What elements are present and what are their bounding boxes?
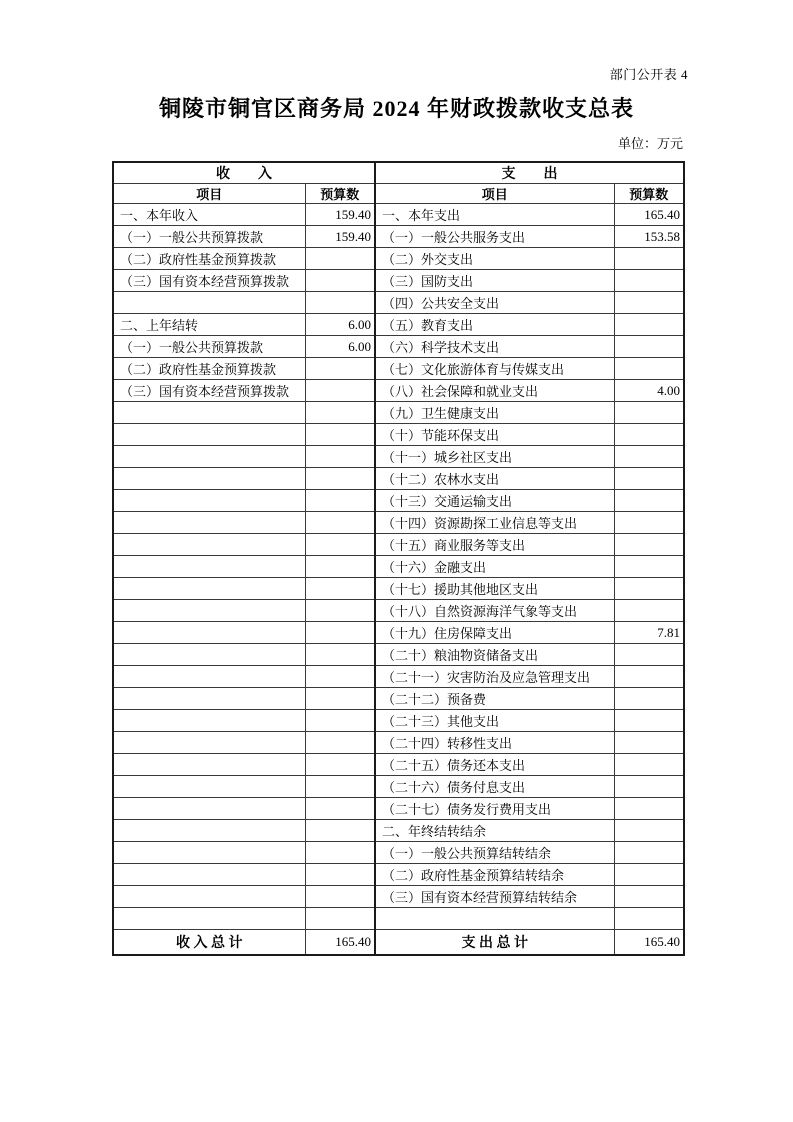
income-item-cell: [113, 424, 305, 446]
income-value-cell: [305, 754, 375, 776]
table-row: [113, 710, 684, 732]
expense-value-cell: 165.40: [614, 204, 684, 226]
table-body: [113, 204, 684, 930]
doc-public-table-label: 部门公开表 4: [609, 67, 688, 82]
expense-item-cell: 二、年终结转结余: [375, 820, 614, 842]
expense-value-cell: [614, 336, 684, 358]
expense-value-cell: [614, 600, 684, 622]
table-row: [113, 248, 684, 270]
income-item-cell: [113, 600, 305, 622]
income-item-cell: [113, 908, 305, 930]
expense-item-cell: （二十一）灾害防治及应急管理支出: [375, 666, 614, 688]
expense-value-cell: [614, 468, 684, 490]
income-item-cell: [113, 798, 305, 820]
table-row: [113, 622, 684, 644]
expense-item-cell: （七）文化旅游体育与传媒支出: [375, 358, 614, 380]
income-value-cell: 159.40: [305, 226, 375, 248]
income-item-cell: [113, 776, 305, 798]
table-row: [113, 468, 684, 490]
income-item-cell: [113, 512, 305, 534]
income-value-cell: [305, 556, 375, 578]
expense-item-column-header: 项目: [375, 184, 614, 204]
table-row: [113, 336, 684, 358]
expense-item-cell: （二十二）预备费: [375, 688, 614, 710]
income-value-cell: [305, 248, 375, 270]
table-row: [113, 820, 684, 842]
income-item-cell: [113, 732, 305, 754]
expense-item-cell: （一）一般公共服务支出: [375, 226, 614, 248]
expense-total-value: 165.40: [614, 930, 684, 955]
income-item-cell: [113, 490, 305, 512]
expense-item-cell: （十二）农林水支出: [375, 468, 614, 490]
expense-item-cell: （十）节能环保支出: [375, 424, 614, 446]
income-value-cell: [305, 578, 375, 600]
column-header-row: [113, 184, 684, 204]
expense-section-header: 支 出: [375, 162, 684, 184]
expense-value-cell: [614, 754, 684, 776]
table-row: [113, 688, 684, 710]
income-item-cell: [113, 402, 305, 424]
income-item-cell: [113, 468, 305, 490]
expense-value-cell: [614, 578, 684, 600]
page-title: 铜陵市铜官区商务局 2024 年财政拨款收支总表: [158, 96, 634, 121]
expense-value-cell: [614, 446, 684, 468]
expense-value-cell: [614, 402, 684, 424]
income-item-cell: [113, 688, 305, 710]
expense-value-cell: [614, 886, 684, 908]
expense-value-cell: 4.00: [614, 380, 684, 402]
expense-item-cell: （二十）粮油物资储备支出: [375, 644, 614, 666]
table-row: [113, 534, 684, 556]
expense-item-cell: （四）公共安全支出: [375, 292, 614, 314]
expense-value-cell: [614, 270, 684, 292]
income-value-cell: [305, 490, 375, 512]
expense-item-cell: （二十五）债务还本支出: [375, 754, 614, 776]
table-row: [113, 380, 684, 402]
income-value-cell: 6.00: [305, 336, 375, 358]
expense-value-cell: [614, 820, 684, 842]
income-item-cell: [113, 842, 305, 864]
income-item-cell: （二）政府性基金预算拨款: [113, 358, 305, 380]
income-value-cell: 159.40: [305, 204, 375, 226]
expense-item-cell: （二）政府性基金预算结转结余: [375, 864, 614, 886]
income-item-cell: 一、本年收入: [113, 204, 305, 226]
income-value-cell: [305, 908, 375, 930]
income-item-cell: [113, 534, 305, 556]
table-row: [113, 424, 684, 446]
expense-value-cell: [614, 534, 684, 556]
table-row: [113, 446, 684, 468]
expense-value-cell: 153.58: [614, 226, 684, 248]
expense-item-cell: （三）国有资本经营预算结转结余: [375, 886, 614, 908]
income-value-cell: [305, 842, 375, 864]
income-total-label: 收 入 总 计: [113, 930, 305, 955]
income-section-header: 收 入: [113, 162, 375, 184]
income-item-cell: [113, 864, 305, 886]
expense-item-cell: （十三）交通运输支出: [375, 490, 614, 512]
income-value-cell: [305, 358, 375, 380]
income-item-cell: [113, 666, 305, 688]
income-value-cell: [305, 644, 375, 666]
expense-item-cell: （二十七）债务发行费用支出: [375, 798, 614, 820]
expense-item-cell: （十一）城乡社区支出: [375, 446, 614, 468]
expense-value-cell: [614, 358, 684, 380]
expense-value-cell: [614, 248, 684, 270]
income-item-cell: [113, 820, 305, 842]
table-row: [113, 886, 684, 908]
table-row: [113, 776, 684, 798]
income-item-cell: （一）一般公共预算拨款: [113, 226, 305, 248]
expense-value-cell: [614, 908, 684, 930]
expense-item-cell: （二十六）债务付息支出: [375, 776, 614, 798]
expense-item-cell: [375, 908, 614, 930]
table-row: [113, 732, 684, 754]
income-value-cell: [305, 424, 375, 446]
expense-value-cell: [614, 710, 684, 732]
table-row: [113, 578, 684, 600]
income-item-cell: [113, 292, 305, 314]
income-value-cell: [305, 820, 375, 842]
expense-value-cell: [614, 864, 684, 886]
expense-item-cell: （十四）资源勘探工业信息等支出: [375, 512, 614, 534]
income-value-cell: [305, 666, 375, 688]
table-row: [113, 556, 684, 578]
table-row: [113, 908, 684, 930]
expense-item-cell: （五）教育支出: [375, 314, 614, 336]
income-item-cell: （三）国有资本经营预算拨款: [113, 380, 305, 402]
income-value-cell: [305, 402, 375, 424]
income-item-column-header: 项目: [113, 184, 305, 204]
expense-value-cell: [614, 424, 684, 446]
table-row: [113, 864, 684, 886]
table-row: [113, 512, 684, 534]
table-row: [113, 666, 684, 688]
income-item-cell: [113, 644, 305, 666]
income-value-cell: [305, 600, 375, 622]
income-total-value: 165.40: [305, 930, 375, 955]
table-row: [113, 204, 684, 226]
table-row: [113, 402, 684, 424]
income-item-cell: [113, 710, 305, 732]
table-row: [113, 358, 684, 380]
expense-value-cell: [614, 556, 684, 578]
table-row: [113, 292, 684, 314]
table-row: [113, 490, 684, 512]
expense-item-cell: （一）一般公共预算结转结余: [375, 842, 614, 864]
table-row: [113, 754, 684, 776]
expense-item-cell: （八）社会保障和就业支出: [375, 380, 614, 402]
expense-item-cell: （十九）住房保障支出: [375, 622, 614, 644]
income-item-cell: [113, 622, 305, 644]
income-item-cell: （三）国有资本经营预算拨款: [113, 270, 305, 292]
income-value-cell: [305, 688, 375, 710]
expense-item-cell: （三）国防支出: [375, 270, 614, 292]
income-value-cell: [305, 292, 375, 314]
income-value-cell: [305, 798, 375, 820]
expense-item-cell: （九）卫生健康支出: [375, 402, 614, 424]
income-value-cell: [305, 886, 375, 908]
expense-item-cell: （十五）商业服务等支出: [375, 534, 614, 556]
expense-item-cell: （十八）自然资源海洋气象等支出: [375, 600, 614, 622]
expense-value-cell: [614, 666, 684, 688]
table-row: [113, 270, 684, 292]
table-row: [113, 314, 684, 336]
budget-summary-table: [112, 161, 685, 956]
income-value-cell: [305, 732, 375, 754]
income-value-cell: [305, 468, 375, 490]
income-value-cell: [305, 512, 375, 534]
income-value-cell: [305, 776, 375, 798]
income-value-cell: [305, 534, 375, 556]
income-value-cell: [305, 270, 375, 292]
expense-item-cell: （十六）金融支出: [375, 556, 614, 578]
income-item-cell: [113, 754, 305, 776]
total-row: [113, 930, 684, 955]
expense-item-cell: （二十四）转移性支出: [375, 732, 614, 754]
expense-value-cell: [614, 490, 684, 512]
expense-value-cell: [614, 842, 684, 864]
income-value-cell: [305, 380, 375, 402]
expense-value-cell: 7.81: [614, 622, 684, 644]
income-item-cell: [113, 556, 305, 578]
expense-value-cell: [614, 314, 684, 336]
expense-value-cell: [614, 732, 684, 754]
expense-value-cell: [614, 798, 684, 820]
income-budget-column-header: 预算数: [305, 184, 375, 204]
expense-item-cell: （二）外交支出: [375, 248, 614, 270]
income-value-cell: [305, 446, 375, 468]
income-item-cell: 二、上年结转: [113, 314, 305, 336]
income-value-cell: 6.00: [305, 314, 375, 336]
expense-item-cell: （二十三）其他支出: [375, 710, 614, 732]
expense-value-cell: [614, 292, 684, 314]
expense-value-cell: [614, 644, 684, 666]
income-value-cell: [305, 710, 375, 732]
income-item-cell: [113, 886, 305, 908]
expense-item-cell: 一、本年支出: [375, 204, 614, 226]
expense-item-cell: （六）科学技术支出: [375, 336, 614, 358]
table-row: [113, 842, 684, 864]
income-value-cell: [305, 622, 375, 644]
expense-value-cell: [614, 512, 684, 534]
income-value-cell: [305, 864, 375, 886]
income-item-cell: （一）一般公共预算拨款: [113, 336, 305, 358]
expense-value-cell: [614, 776, 684, 798]
expense-total-label: 支 出 总 计: [375, 930, 614, 955]
income-item-cell: [113, 446, 305, 468]
table-row: [113, 226, 684, 248]
income-item-cell: [113, 578, 305, 600]
expense-value-cell: [614, 688, 684, 710]
section-header-row: [113, 162, 684, 184]
expense-budget-column-header: 预算数: [614, 184, 684, 204]
table-row: [113, 600, 684, 622]
income-item-cell: （二）政府性基金预算拨款: [113, 248, 305, 270]
unit-note: 单位：万元: [617, 136, 683, 151]
table-row: [113, 644, 684, 666]
table-row: [113, 798, 684, 820]
expense-item-cell: （十七）援助其他地区支出: [375, 578, 614, 600]
